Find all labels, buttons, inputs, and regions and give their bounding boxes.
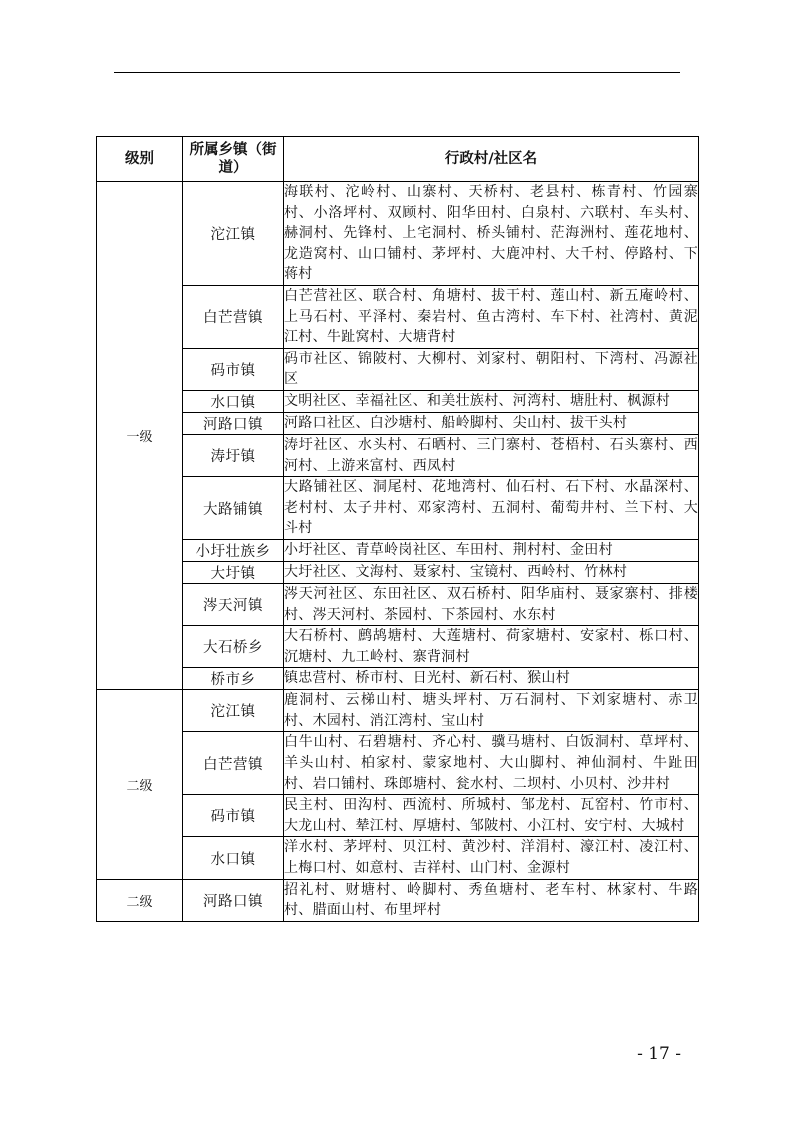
- villages-cell: 涛圩社区、水头村、石晒村、三门寨村、苍梧村、石头寨村、西河村、上游来富村、西凤村: [284, 434, 699, 476]
- villages-cell: 白牛山村、石碧塘村、齐心村、骥马塘村、白饭洞村、草坪村、羊头山村、柏家村、蒙家地村、大山脚村、神仙洞村、牛趾田村、岩口铺村、珠郎塘村、瓮水村、二坝村、小贝村、沙井村: [284, 732, 699, 795]
- table-row: [97, 390, 699, 412]
- level-cell: 一级: [97, 182, 183, 690]
- table-row: [97, 837, 699, 879]
- header-level: 级别: [97, 137, 183, 182]
- table-row: [97, 795, 699, 837]
- town-cell: 小圩壮族乡: [183, 539, 284, 561]
- villages-cell: 鹿洞村、云梯山村、塘头坪村、万石洞村、下刘家塘村、赤卫村、木园村、消江湾村、宝山村: [284, 690, 699, 732]
- header-rule: [114, 72, 680, 73]
- table-row: [97, 285, 699, 348]
- town-cell: 水口镇: [183, 837, 284, 879]
- town-cell: 白芒营镇: [183, 285, 284, 348]
- table-row: [97, 626, 699, 668]
- town-cell: 码市镇: [183, 348, 284, 390]
- table-row: [97, 561, 699, 583]
- header-villages: 行政村/社区名: [284, 137, 699, 182]
- table-row: [97, 732, 699, 795]
- level-cell: 二级: [97, 690, 183, 879]
- town-cell: 大石桥乡: [183, 626, 284, 668]
- villages-cell: 大圩社区、文海村、聂家村、宝镜村、西岭村、竹林村: [284, 561, 699, 583]
- table-header-row: [97, 137, 699, 182]
- level-cell: 二级: [97, 879, 183, 921]
- villages-cell: 大石桥村、鹧鸪塘村、大莲塘村、荷家塘村、安家村、栎口村、沉塘村、九工岭村、寨背洞村: [284, 626, 699, 668]
- page-number: - 17 -: [637, 1044, 681, 1064]
- villages-cell: 涔天河社区、东田社区、双石桥村、阳华庙村、聂家寨村、排楼村、涔天河村、茶园村、下茶园村、水东村: [284, 583, 699, 625]
- town-cell: 码市镇: [183, 795, 284, 837]
- town-cell: 水口镇: [183, 390, 284, 412]
- villages-cell: 洋水村、茅坪村、贝江村、黄沙村、洋涓村、濠江村、凌江村、上梅口村、如意村、吉祥村、山门村、金源村: [284, 837, 699, 879]
- table-row: [97, 477, 699, 540]
- table-row: [97, 690, 699, 732]
- villages-cell: 小圩社区、青草岭岗社区、车田村、荆村村、金田村: [284, 539, 699, 561]
- villages-cell: 招礼村、财塘村、岭脚村、秀鱼塘村、老车村、林家村、牛路村、腊面山村、布里坪村: [284, 879, 699, 921]
- village-table: [96, 136, 699, 922]
- table-row: [97, 434, 699, 476]
- town-cell: 大圩镇: [183, 561, 284, 583]
- town-cell: 沱江镇: [183, 182, 284, 286]
- town-cell: 河路口镇: [183, 412, 284, 434]
- town-cell: 桥市乡: [183, 668, 284, 690]
- header-town: 所属乡镇（街道）: [183, 137, 284, 182]
- table-row: [97, 412, 699, 434]
- table-row: [97, 348, 699, 390]
- villages-cell: 白芒营社区、联合村、角塘村、拔干村、莲山村、新五庵岭村、上马石村、平泽村、秦岩村、鱼古湾村、车下村、社湾村、黄泥江村、牛趾窝村、大塘背村: [284, 285, 699, 348]
- town-cell: 涔天河镇: [183, 583, 284, 625]
- villages-cell: 大路铺社区、洞尾村、花地湾村、仙石村、石下村、水晶深村、老村村、太子井村、邓家湾村、五洞村、葡萄井村、兰下村、大斗村: [284, 477, 699, 540]
- town-cell: 河路口镇: [183, 879, 284, 921]
- villages-cell: 文明社区、幸福社区、和美壮族村、河湾村、塘肚村、枫源村: [284, 390, 699, 412]
- table-row: [97, 539, 699, 561]
- table-row: [97, 668, 699, 690]
- villages-cell: 民主村、田沟村、西流村、所城村、邹龙村、瓦窑村、竹市村、大龙山村、辇江村、厚塘村、邹陂村、小江村、安宁村、大城村: [284, 795, 699, 837]
- villages-cell: 海联村、沱岭村、山寨村、天桥村、老县村、栋青村、竹园寨村、小洛坪村、双顾村、阳华田村、白泉村、六联村、车头村、赫洞村、先锋村、上宅洞村、桥头铺村、茫海洲村、莲花地村、龙造窝村、山口铺村、茅坪村、大鹿冲村、大千村、停路村、下蒋村: [284, 182, 699, 286]
- town-cell: 大路铺镇: [183, 477, 284, 540]
- table-row: [97, 583, 699, 625]
- town-cell: 沱江镇: [183, 690, 284, 732]
- table-row: [97, 182, 699, 286]
- town-cell: 白芒营镇: [183, 732, 284, 795]
- villages-cell: 镇忠营村、桥市村、日光村、新石村、猴山村: [284, 668, 699, 690]
- villages-cell: 河路口社区、白沙塘村、船岭脚村、尖山村、拔干头村: [284, 412, 699, 434]
- town-cell: 涛圩镇: [183, 434, 284, 476]
- villages-cell: 码市社区、锦陂村、大柳村、刘家村、朝阳村、下湾村、冯源社区: [284, 348, 699, 390]
- table-row: [97, 879, 699, 921]
